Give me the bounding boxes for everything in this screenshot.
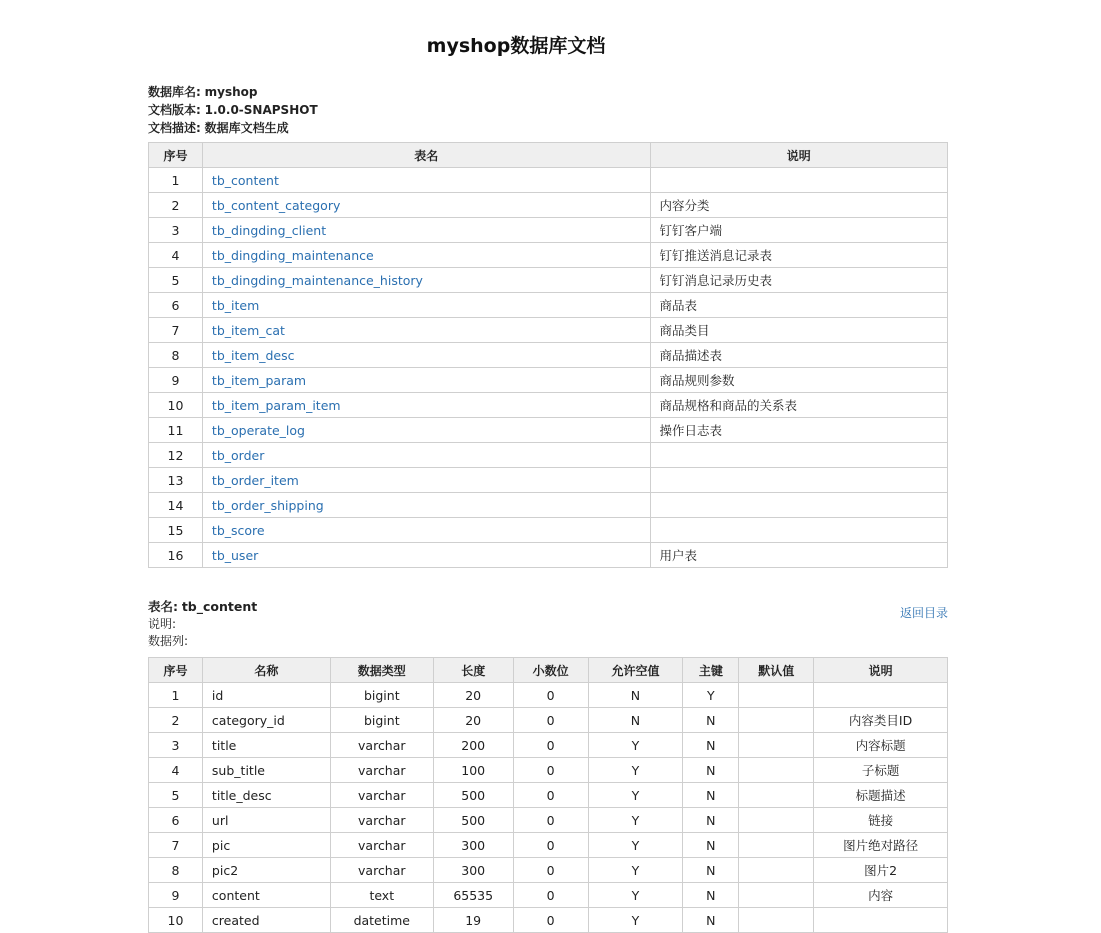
meta-doc-version bbox=[148, 101, 318, 119]
toc-cell-desc bbox=[650, 468, 948, 493]
table-row bbox=[149, 543, 948, 568]
table-link[interactable]: tb_item_param bbox=[211, 372, 307, 388]
table-row bbox=[149, 418, 948, 443]
toc-cell-name bbox=[202, 218, 650, 243]
col-cell-desc: 图片绝对路径 bbox=[814, 833, 948, 858]
col-cell-nullable: Y bbox=[588, 833, 683, 858]
toc-cell-desc bbox=[650, 518, 948, 543]
table-row bbox=[149, 368, 948, 393]
table-link[interactable]: tb_content_category bbox=[211, 197, 341, 213]
col-cell-no: 8 bbox=[149, 858, 203, 883]
toc-header-row bbox=[149, 143, 948, 168]
col-cell-length: 300 bbox=[433, 833, 513, 858]
col-cell-pk: N bbox=[683, 883, 739, 908]
col-cell-default bbox=[739, 808, 814, 833]
table-row bbox=[149, 783, 948, 808]
col-cell-type: varchar bbox=[330, 783, 433, 808]
col-cell-length: 500 bbox=[433, 808, 513, 833]
col-cell-name: created bbox=[202, 908, 330, 933]
table-row bbox=[149, 243, 948, 268]
col-cell-no: 4 bbox=[149, 758, 203, 783]
meta-label: 文档版本: bbox=[148, 103, 201, 117]
col-cell-pk: N bbox=[683, 833, 739, 858]
col-header-no: 序号 bbox=[149, 658, 203, 683]
col-cell-pk: N bbox=[683, 858, 739, 883]
col-cell-scale: 0 bbox=[513, 833, 588, 858]
col-cell-nullable: Y bbox=[588, 733, 683, 758]
table-row bbox=[149, 858, 948, 883]
toc-cell-no: 13 bbox=[149, 468, 203, 493]
toc-cell-desc: 钉钉客户端 bbox=[650, 218, 948, 243]
columns-table bbox=[148, 657, 948, 933]
col-cell-length: 500 bbox=[433, 783, 513, 808]
col-cell-nullable: Y bbox=[588, 908, 683, 933]
col-cell-nullable: Y bbox=[588, 883, 683, 908]
table-row bbox=[149, 293, 948, 318]
table-row bbox=[149, 908, 948, 933]
toc-cell-no: 2 bbox=[149, 193, 203, 218]
col-cell-default bbox=[739, 758, 814, 783]
col-cell-desc: 内容类目ID bbox=[814, 708, 948, 733]
toc-cell-no: 7 bbox=[149, 318, 203, 343]
table-link[interactable]: tb_order bbox=[211, 447, 265, 463]
toc-cell-name bbox=[202, 493, 650, 518]
col-cell-name: category_id bbox=[202, 708, 330, 733]
table-row bbox=[149, 883, 948, 908]
table-link[interactable]: tb_content bbox=[211, 172, 279, 188]
col-cell-length: 19 bbox=[433, 908, 513, 933]
col-cell-scale: 0 bbox=[513, 708, 588, 733]
col-cell-type: bigint bbox=[330, 708, 433, 733]
toc-cell-no: 3 bbox=[149, 218, 203, 243]
toc-cell-desc: 操作日志表 bbox=[650, 418, 948, 443]
col-cell-type: varchar bbox=[330, 758, 433, 783]
col-header-desc: 说明 bbox=[814, 658, 948, 683]
toc-cell-name bbox=[202, 268, 650, 293]
col-cell-desc: 内容标题 bbox=[814, 733, 948, 758]
col-cell-type: datetime bbox=[330, 908, 433, 933]
col-cell-default bbox=[739, 883, 814, 908]
col-cell-default bbox=[739, 908, 814, 933]
col-cell-nullable: Y bbox=[588, 858, 683, 883]
col-cell-scale: 0 bbox=[513, 783, 588, 808]
table-row bbox=[149, 733, 948, 758]
col-cell-length: 20 bbox=[433, 683, 513, 708]
col-header-scale: 小数位 bbox=[513, 658, 588, 683]
toc-cell-desc: 商品表 bbox=[650, 293, 948, 318]
col-cell-pk: N bbox=[683, 708, 739, 733]
col-cell-name: title_desc bbox=[202, 783, 330, 808]
toc-header-desc: 说明 bbox=[650, 143, 948, 168]
toc-cell-no: 6 bbox=[149, 293, 203, 318]
toc-cell-no: 12 bbox=[149, 443, 203, 468]
table-link[interactable]: tb_order_shipping bbox=[211, 497, 324, 513]
meta-doc-desc bbox=[148, 119, 318, 137]
toc-cell-no: 9 bbox=[149, 368, 203, 393]
table-section-header bbox=[148, 598, 948, 650]
col-cell-length: 65535 bbox=[433, 883, 513, 908]
col-cell-no: 5 bbox=[149, 783, 203, 808]
toc-header-name: 表名 bbox=[202, 143, 650, 168]
table-row bbox=[149, 268, 948, 293]
col-cell-scale: 0 bbox=[513, 858, 588, 883]
col-cell-nullable: N bbox=[588, 708, 683, 733]
toc-cell-no: 14 bbox=[149, 493, 203, 518]
col-cell-scale: 0 bbox=[513, 733, 588, 758]
table-row bbox=[149, 518, 948, 543]
col-cell-nullable: Y bbox=[588, 808, 683, 833]
toc-cell-desc: 商品规则参数 bbox=[650, 368, 948, 393]
table-name-label: 表名: bbox=[148, 599, 178, 614]
table-row bbox=[149, 168, 948, 193]
toc-cell-desc bbox=[650, 168, 948, 193]
meta-label: 数据库名: bbox=[148, 85, 201, 99]
col-cell-no: 6 bbox=[149, 808, 203, 833]
col-cell-default bbox=[739, 833, 814, 858]
col-cell-name: title bbox=[202, 733, 330, 758]
table-row bbox=[149, 708, 948, 733]
col-cell-nullable: Y bbox=[588, 758, 683, 783]
table-row bbox=[149, 218, 948, 243]
col-cell-name: pic bbox=[202, 833, 330, 858]
meta-value: 数据库文档生成 bbox=[204, 121, 289, 135]
col-cell-length: 20 bbox=[433, 708, 513, 733]
meta-value: myshop bbox=[204, 85, 258, 99]
col-cell-default bbox=[739, 683, 814, 708]
toc-cell-name bbox=[202, 193, 650, 218]
toc-cell-desc: 商品描述表 bbox=[650, 343, 948, 368]
table-row bbox=[149, 808, 948, 833]
table-row bbox=[149, 393, 948, 418]
table-link[interactable]: tb_operate_log bbox=[211, 422, 305, 438]
col-cell-pk: N bbox=[683, 908, 739, 933]
toc-cell-desc bbox=[650, 493, 948, 518]
toc-cell-name bbox=[202, 518, 650, 543]
table-columns-label: 数据列: bbox=[148, 634, 189, 648]
toc-cell-no: 4 bbox=[149, 243, 203, 268]
col-header-type: 数据类型 bbox=[330, 658, 433, 683]
col-cell-length: 200 bbox=[433, 733, 513, 758]
table-desc-label: 说明: bbox=[148, 617, 177, 631]
col-cell-scale: 0 bbox=[513, 683, 588, 708]
col-cell-desc bbox=[814, 683, 948, 708]
page-title: myshop数据库文档 bbox=[426, 35, 606, 57]
toc-cell-name bbox=[202, 343, 650, 368]
col-cell-pk: N bbox=[683, 808, 739, 833]
table-link[interactable]: tb_dingding_maintenance bbox=[211, 247, 374, 263]
columns-header-row bbox=[149, 658, 948, 683]
toc-cell-no: 15 bbox=[149, 518, 203, 543]
col-cell-default bbox=[739, 783, 814, 808]
table-name-value: tb_content bbox=[181, 599, 258, 614]
toc-cell-name bbox=[202, 318, 650, 343]
toc-cell-name bbox=[202, 368, 650, 393]
col-cell-no: 3 bbox=[149, 733, 203, 758]
col-cell-type: varchar bbox=[330, 808, 433, 833]
col-cell-type: varchar bbox=[330, 833, 433, 858]
col-header-length: 长度 bbox=[433, 658, 513, 683]
table-row bbox=[149, 493, 948, 518]
table-row bbox=[149, 833, 948, 858]
meta-label: 文档描述: bbox=[148, 121, 201, 135]
toc-cell-name bbox=[202, 543, 650, 568]
col-cell-nullable: Y bbox=[588, 783, 683, 808]
col-cell-name: content bbox=[202, 883, 330, 908]
toc-cell-desc: 钉钉推送消息记录表 bbox=[650, 243, 948, 268]
col-cell-name: url bbox=[202, 808, 330, 833]
table-link[interactable]: tb_user bbox=[211, 547, 259, 563]
col-cell-default bbox=[739, 733, 814, 758]
database-meta bbox=[148, 83, 318, 137]
col-header-name: 名称 bbox=[202, 658, 330, 683]
toc-cell-no: 8 bbox=[149, 343, 203, 368]
col-header-pk: 主键 bbox=[683, 658, 739, 683]
table-link[interactable]: tb_item bbox=[211, 297, 260, 313]
col-cell-desc bbox=[814, 908, 948, 933]
col-cell-no: 7 bbox=[149, 833, 203, 858]
table-link[interactable]: tb_item_cat bbox=[211, 322, 285, 338]
col-cell-scale: 0 bbox=[513, 883, 588, 908]
col-cell-scale: 0 bbox=[513, 758, 588, 783]
toc-cell-desc: 商品规格和商品的关系表 bbox=[650, 393, 948, 418]
col-header-nullable: 允许空值 bbox=[588, 658, 683, 683]
table-row bbox=[149, 193, 948, 218]
col-cell-desc: 标题描述 bbox=[814, 783, 948, 808]
toc-cell-name bbox=[202, 168, 650, 193]
col-cell-scale: 0 bbox=[513, 808, 588, 833]
col-cell-desc: 图片2 bbox=[814, 858, 948, 883]
col-cell-pk: N bbox=[683, 783, 739, 808]
col-cell-name: pic2 bbox=[202, 858, 330, 883]
table-row bbox=[149, 443, 948, 468]
col-cell-pk: Y bbox=[683, 683, 739, 708]
toc-cell-name bbox=[202, 243, 650, 268]
toc-cell-name bbox=[202, 293, 650, 318]
col-cell-name: sub_title bbox=[202, 758, 330, 783]
col-cell-no: 10 bbox=[149, 908, 203, 933]
col-cell-type: text bbox=[330, 883, 433, 908]
col-cell-pk: N bbox=[683, 733, 739, 758]
table-link[interactable]: tb_item_param_item bbox=[211, 397, 341, 413]
toc-cell-no: 5 bbox=[149, 268, 203, 293]
toc-cell-no: 1 bbox=[149, 168, 203, 193]
toc-cell-desc: 商品类目 bbox=[650, 318, 948, 343]
back-to-toc-link[interactable]: 返回目录 bbox=[899, 606, 948, 620]
col-cell-desc: 链接 bbox=[814, 808, 948, 833]
table-of-contents bbox=[148, 142, 948, 568]
col-cell-no: 9 bbox=[149, 883, 203, 908]
col-cell-type: bigint bbox=[330, 683, 433, 708]
col-cell-type: varchar bbox=[330, 733, 433, 758]
meta-db-name bbox=[148, 83, 318, 101]
table-link[interactable]: tb_dingding_client bbox=[211, 222, 327, 238]
toc-cell-desc: 用户表 bbox=[650, 543, 948, 568]
col-cell-type: varchar bbox=[330, 858, 433, 883]
col-header-default: 默认值 bbox=[739, 658, 814, 683]
col-cell-nullable: N bbox=[588, 683, 683, 708]
col-cell-scale: 0 bbox=[513, 908, 588, 933]
toc-cell-desc: 内容分类 bbox=[650, 193, 948, 218]
col-cell-default bbox=[739, 708, 814, 733]
col-cell-no: 2 bbox=[149, 708, 203, 733]
table-link[interactable]: tb_order_item bbox=[211, 472, 299, 488]
table-row bbox=[149, 343, 948, 368]
col-cell-default bbox=[739, 858, 814, 883]
toc-cell-no: 11 bbox=[149, 418, 203, 443]
toc-cell-name bbox=[202, 443, 650, 468]
table-name-line bbox=[148, 598, 948, 616]
toc-cell-no: 16 bbox=[149, 543, 203, 568]
col-cell-length: 300 bbox=[433, 858, 513, 883]
table-link[interactable]: tb_score bbox=[211, 522, 265, 538]
table-row bbox=[149, 758, 948, 783]
col-cell-desc: 内容 bbox=[814, 883, 948, 908]
toc-cell-name bbox=[202, 468, 650, 493]
table-link[interactable]: tb_item_desc bbox=[211, 347, 295, 363]
col-cell-no: 1 bbox=[149, 683, 203, 708]
toc-cell-no: 10 bbox=[149, 393, 203, 418]
col-cell-length: 100 bbox=[433, 758, 513, 783]
toc-cell-desc bbox=[650, 443, 948, 468]
toc-header-no: 序号 bbox=[149, 143, 203, 168]
toc-cell-name bbox=[202, 418, 650, 443]
meta-value: 1.0.0-SNAPSHOT bbox=[204, 103, 318, 117]
table-row bbox=[149, 468, 948, 493]
col-cell-desc: 子标题 bbox=[814, 758, 948, 783]
table-link[interactable]: tb_dingding_maintenance_history bbox=[211, 272, 423, 288]
toc-cell-desc: 钉钉消息记录历史表 bbox=[650, 268, 948, 293]
table-row bbox=[149, 683, 948, 708]
table-row bbox=[149, 318, 948, 343]
col-cell-pk: N bbox=[683, 758, 739, 783]
col-cell-name: id bbox=[202, 683, 330, 708]
toc-cell-name bbox=[202, 393, 650, 418]
